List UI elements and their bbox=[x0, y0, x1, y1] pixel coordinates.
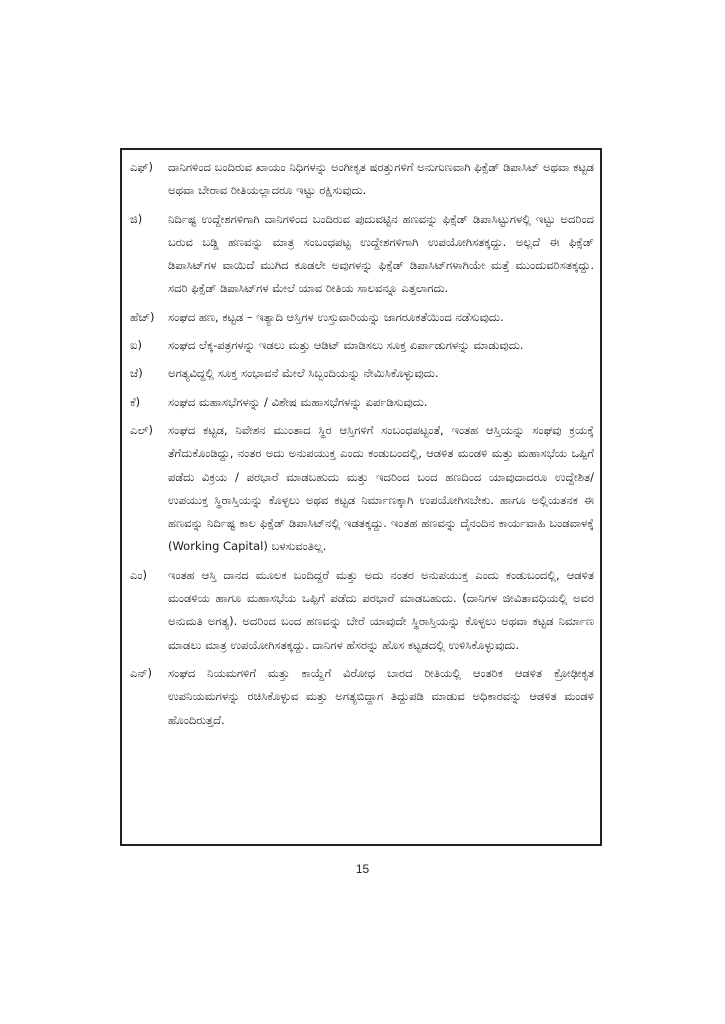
item-marker: ಎಂ) bbox=[130, 567, 147, 582]
list-item-n bbox=[130, 662, 594, 732]
item-text: ಇಂತಹ ಆಸ್ತಿ ದಾನದ ಮೂಲಕ ಬಂದಿದ್ದರೆ ಮತ್ತು ಅದು ನಂತರ ಅನುಪಯುಕ್ತ ಎಂದು ಕಂಡುಬಂದಲ್ಲಿ, ಆಡಳಿತ ಮಂಡಳಿಯ ಹಾಗೂ ಮಹಾಸಭೆಯ ಒಪ್ಪಿಗೆ ಪಡೆದು ಪರಭಾರೆ ಮಾಡಬಹುದು. (ದಾನಿಗಳ ಜೀವಿತಾವಧಿಯಲ್ಲಿ ಅವರ ಅನುಮತಿ ಅಗತ್ಯ). ಅದರಿಂದ ಬಂದ ಹಣವನ್ನು ಬೇರೆ ಯಾವುದೇ ಸ್ಥಿರಾಸ್ತಿಯನ್ನು ಕೊಳ್ಳಲು ಅಥವಾ ಕಟ್ಟಡ ನಿರ್ಮಾಣ ಮಾಡಲು ಮಾತ್ರ ಉಪಯೋಗಿಸತಕ್ಕದ್ದು. ದಾನಿಗಳ ಹೆಸರನ್ನು ಹೊಸ ಕಟ್ಟಡದಲ್ಲಿ ಉಳಿಸಿಕೊಳ್ಳುವುದು. bbox=[168, 567, 594, 652]
item-text: ಸಂಘದ ನಿಯಮಗಳಿಗೆ ಮತ್ತು ಕಾಯ್ದೆಗೆ ವಿರೋಧ ಬಾರದ ರೀತಿಯಲ್ಲಿ ಆಂತರಿಕ ಆಡಳಿತ ಕ್ರೋಢೀಕೃತ ಉಪನಿಯಮಗಳನ್ನು ರಚಿಸಿಕೊಳ್ಳುವ ಮತ್ತು ಅಗತ್ಯಬಿದ್ದಾಗ ತಿದ್ದುಪಡಿ ಮಾಡುವ ಅಧಿಕಾರವನ್ನು ಆಡಳಿತ ಮಂಡಳಿ ಹೊಂದಿರುತ್ತದೆ. bbox=[168, 665, 594, 727]
list-item-j bbox=[130, 362, 594, 385]
item-text: ಸಂಘದ ಕಟ್ಟಡ, ನಿವೇಶನ ಮುಂತಾದ ಸ್ಥಿರ ಆಸ್ತಿಗಳಿಗೆ ಸಂಬಂಧಪಟ್ಟಂತೆ, ಇಂತಹ ಆಸ್ತಿಯನ್ನು ಸಂಘವು ಕ್ರಯಕ್ಕೆ ತೆಗೆದುಕೊಂಡಿದ್ದು, ನಂತರ ಅದು ಅನುಪಯುಕ್ತ ಎಂದು ಕಂಡುಬಂದಲ್ಲಿ, ಆಡಳಿತ ಮಂಡಳಿ ಮತ್ತು ಮಹಾಸಭೆಯ ಒಪ್ಪಿಗೆ ಪಡೆದು ವಿಕ್ರಯ / ಪರಭಾರೆ ಮಾಡಬಹುದು ಮತ್ತು ಇದರಿಂದ ಬಂದ ಹಣದಿಂದ ಯಾವುದಾದರೂ ಉದ್ದೇಶಿತ/ ಉಪಯುಕ್ತ ಸ್ಥಿರಾಸ್ತಿಯನ್ನು ಕೊಳ್ಳಲು ಅಥವ ಕಟ್ಟಡ ನಿರ್ಮಾಣಕ್ಕಾಗಿ ಉಪಯೋಗಿಸಬೇಕು. ಹಾಗೂ ಅಲ್ಲಿಯತನಕ ಈ ಹಣವನ್ನು ನಿರ್ದಿಷ್ಟ ಕಾಲ ಫಿಕ್ಸೆಡ್ ಡಿಪಾಸಿಟ್‌ನಲ್ಲಿ ಇಡತಕ್ಕದ್ದು. ಇಂತಹ ಹಣವನ್ನು ದೈನಂದಿನ ಕಾರ್ಯವಾಹಿ ಬಂಡವಾಳಕ್ಕೆ (Working Capital) ಬಳಸುವಂತಿಲ್ಲ. bbox=[168, 422, 594, 554]
item-marker: ಕೆ) bbox=[130, 394, 141, 409]
list-item-g bbox=[130, 208, 594, 301]
item-marker: ಹೆಚ್) bbox=[130, 309, 155, 324]
item-text: ಸಂಘದ ಹಣ, ಕಟ್ಟಡ – ಇತ್ಯಾದಿ ಆಸ್ತಿಗಳ ಉಸ್ತುವಾರಿಯನ್ನು ಜಾಗರೂಕತೆಯಿಂದ ನಡೆಸುವುದು. bbox=[168, 309, 504, 324]
item-text: ಅಗತ್ಯವಿದ್ದಲ್ಲಿ ಸೂಕ್ತ ಸಂಭಾವನೆ ಮೇಲೆ ಸಿಬ್ಬಂದಿಯನ್ನು ನೇಮಿಸಿಕೊಳ್ಳುವುದು. bbox=[168, 366, 439, 381]
list-item-i bbox=[130, 334, 594, 357]
item-text: ಸಂಘದ ಮಹಾಸಭೆಗಳನ್ನು / ವಿಶೇಷ ಮಹಾಸಭೆಗಳನ್ನು ಏರ್ಪಡಿಸುವುದು. bbox=[168, 394, 428, 409]
list-item-l bbox=[130, 419, 594, 559]
item-text: ದಾನಿಗಳಿಂದ ಬಂದಿರುವ ಖಾಯಂ ನಿಧಿಗಳನ್ನು ಅಂಗೀಕೃತ ಷರತ್ತುಗಳಿಗೆ ಅನುಗುಣವಾಗಿ ಫಿಕ್ಸೆಡ್ ಡಿಪಾಸಿಟ್ ಅಥವಾ ಕಟ್ಟಡ ಅಥವಾ ಬೇರಾವ ರೀತಿಯಲ್ಲಾದರೂ ಇಟ್ಟು ರಕ್ಷಿಸುವುದು. bbox=[168, 160, 594, 198]
item-marker: ಜಿ) bbox=[130, 211, 143, 226]
list-item-k bbox=[130, 391, 594, 414]
item-marker: ಎಲ್) bbox=[130, 422, 154, 437]
list-item-m bbox=[130, 564, 594, 657]
item-marker: ಐ) bbox=[130, 338, 142, 353]
page-number: 15 bbox=[355, 862, 370, 876]
bordered-text-box bbox=[120, 148, 602, 846]
item-marker: ಎಫ್) bbox=[130, 160, 153, 174]
item-text: ಸಂಘದ ಲೆಕ್ಕ-ಪತ್ರಗಳನ್ನು ಇಡಲು ಮತ್ತು ಆಡಿಟ್ ಮಾಡಿಸಲು ಸೂಕ್ತ ಏರ್ಪಾಡುಗಳನ್ನು ಮಾಡುವುದು. bbox=[168, 338, 524, 353]
item-marker: ಎನ್) bbox=[130, 665, 152, 680]
list-item-h bbox=[130, 306, 594, 329]
item-text: ನಿರ್ದಿಷ್ಟ ಉದ್ದೇಶಗಳಿಗಾಗಿ ದಾನಿಗಳಿಂದ ಬಂದಿರುವ ಪುದುವಟ್ಟಿನ ಹಣವನ್ನು ಫಿಕ್ಸೆಡ್ ಡಿಪಾಸಿಟ್ಟುಗಳಲ್ಲಿ ಇಟ್ಟು ಅದರಿಂದ ಬರುವ ಬಡ್ಡಿ ಹಣವನ್ನು ಮಾತ್ರ ಸಂಬಂಧಪಟ್ಟ ಉದ್ದೇಶಗಳಿಗಾಗಿ ಉಪಯೋಗಿಸತಕ್ಕದ್ದು. ಅಲ್ಲದೆ ಈ ಫಿಕ್ಸೆಡ್ ಡಿಪಾಸಿಟ್‌ಗಳ ವಾಯಿದೆ ಮುಗಿದ ಕೂಡಲೇ ಅವುಗಳನ್ನು ಫಿಕ್ಸೆಡ್ ಡಿಪಾಸಿಟ್‌ಗಳಾಗಿಯೇ ಮತ್ತೆ ಮುಂದುವರಿಸತಕ್ಕದ್ದು. ಸದರಿ ಫಿಕ್ಸೆಡ್ ಡಿಪಾಸಿಟ್‌ಗಳ ಮೇಲೆ ಯಾವ ರೀತಿಯ ಸಾಲವನ್ನೂ ಎತ್ತಲಾಗದು. bbox=[168, 211, 594, 296]
list-item-f bbox=[130, 156, 594, 203]
item-marker: ಜೆ) bbox=[130, 366, 143, 381]
